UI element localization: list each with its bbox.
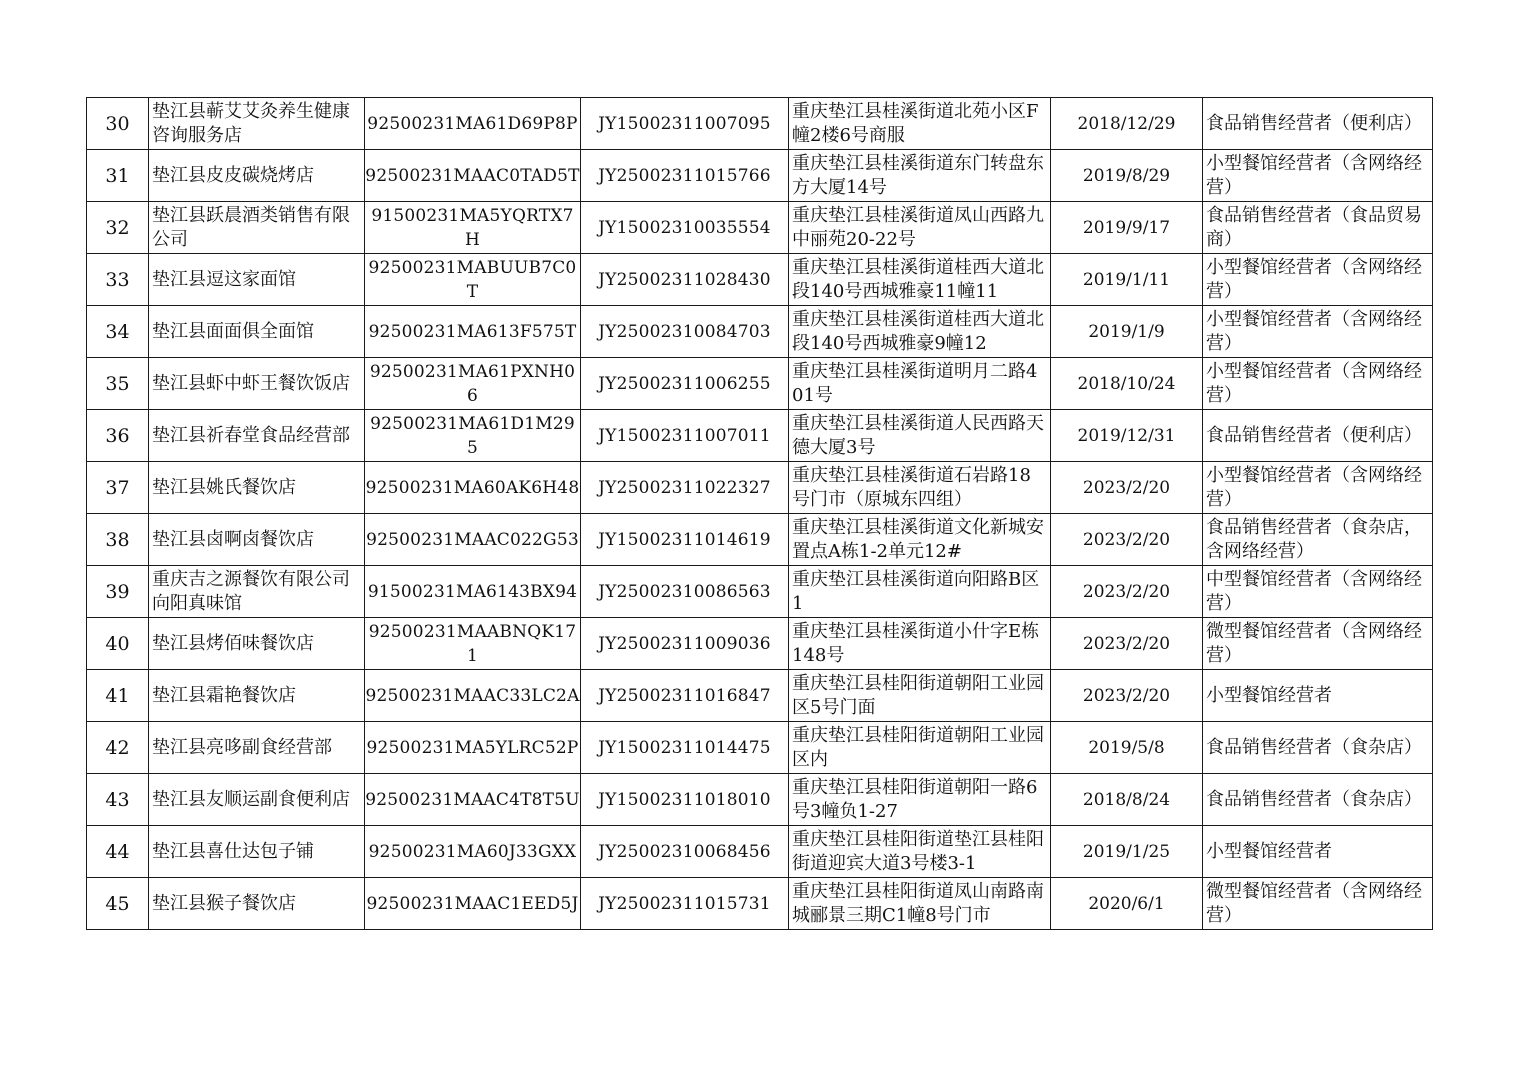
row-number-cell bbox=[87, 670, 149, 722]
issue-date-cell bbox=[1051, 618, 1203, 670]
business-type: 小型餐馆经营者（含网络经营） bbox=[1206, 464, 1422, 510]
business-name-cell bbox=[149, 306, 365, 358]
issue-date-cell bbox=[1051, 254, 1203, 306]
table-row bbox=[87, 618, 1433, 670]
business-name: 垫江县卤啊卤餐饮店 bbox=[152, 528, 314, 550]
license-number: JY25002310086563 bbox=[598, 581, 771, 602]
business-name-cell bbox=[149, 358, 365, 410]
table-row bbox=[87, 826, 1433, 878]
business-name: 垫江县霜艳餐饮店 bbox=[152, 684, 296, 706]
row-number: 31 bbox=[105, 164, 130, 187]
table-row bbox=[87, 358, 1433, 410]
issue-date: 2019/9/17 bbox=[1082, 217, 1171, 238]
license-number-cell bbox=[581, 306, 789, 358]
business-address: 重庆垫江县桂溪街道桂西大道北段140号西城雅豪9幢12 bbox=[792, 308, 1044, 354]
business-name: 垫江县跃晨酒类销售有限公司 bbox=[152, 204, 350, 250]
business-type: 小型餐馆经营者 bbox=[1206, 684, 1332, 706]
business-type-cell bbox=[1203, 566, 1433, 618]
business-address: 重庆垫江县桂阳街道朝阳工业园区内 bbox=[792, 724, 1044, 770]
business-address-cell bbox=[789, 670, 1051, 722]
business-type-cell bbox=[1203, 670, 1433, 722]
credit-code: 92500231MAAC022G53 bbox=[366, 529, 579, 550]
row-number-cell bbox=[87, 358, 149, 410]
credit-code: 92500231MAAC1EED5J bbox=[366, 893, 579, 914]
issue-date: 2019/1/9 bbox=[1088, 321, 1165, 342]
business-type-cell bbox=[1203, 462, 1433, 514]
issue-date: 2019/5/8 bbox=[1088, 737, 1165, 758]
business-address-cell bbox=[789, 306, 1051, 358]
business-name: 垫江县虾中虾王餐饮饭店 bbox=[152, 372, 350, 394]
license-number-cell bbox=[581, 410, 789, 462]
business-type: 食品销售经营者（食杂店） bbox=[1206, 788, 1422, 810]
issue-date-cell bbox=[1051, 150, 1203, 202]
license-number-cell bbox=[581, 722, 789, 774]
row-number-cell bbox=[87, 462, 149, 514]
business-type: 中型餐馆经营者（含网络经营） bbox=[1206, 568, 1422, 614]
credit-code-cell bbox=[365, 98, 581, 150]
business-address-cell bbox=[789, 410, 1051, 462]
business-address-cell bbox=[789, 150, 1051, 202]
credit-code-cell bbox=[365, 202, 581, 254]
license-number-cell bbox=[581, 514, 789, 566]
issue-date-cell bbox=[1051, 566, 1203, 618]
license-number-cell bbox=[581, 358, 789, 410]
credit-code-cell bbox=[365, 826, 581, 878]
business-name-cell bbox=[149, 202, 365, 254]
business-name-cell bbox=[149, 462, 365, 514]
license-number-cell bbox=[581, 150, 789, 202]
business-type: 微型餐馆经营者（含网络经营） bbox=[1206, 880, 1422, 926]
issue-date: 2018/8/24 bbox=[1082, 789, 1171, 810]
business-address-cell bbox=[789, 826, 1051, 878]
license-number: JY25002311016847 bbox=[598, 685, 771, 706]
business-address: 重庆垫江县桂阳街道凤山南路南城郦景三期C1幢8号门市 bbox=[792, 880, 1044, 926]
issue-date-cell bbox=[1051, 462, 1203, 514]
business-address-cell bbox=[789, 774, 1051, 826]
license-number: JY15002311007095 bbox=[598, 113, 771, 134]
issue-date: 2018/10/24 bbox=[1077, 373, 1176, 394]
issue-date: 2023/2/20 bbox=[1082, 685, 1171, 706]
row-number-cell bbox=[87, 306, 149, 358]
business-address: 重庆垫江县桂溪街道小什字E栋148号 bbox=[792, 620, 1040, 666]
business-type-cell bbox=[1203, 878, 1433, 930]
row-number-cell bbox=[87, 722, 149, 774]
credit-code: 91500231MA5YQRTX7H bbox=[371, 205, 574, 250]
credit-code-cell bbox=[365, 306, 581, 358]
table-body bbox=[87, 98, 1433, 930]
credit-code: 92500231MA613F575T bbox=[368, 321, 577, 342]
business-address-cell bbox=[789, 98, 1051, 150]
business-address: 重庆垫江县桂阳街道垫江县桂阳街道迎宾大道3号楼3-1 bbox=[792, 828, 1044, 874]
business-address-cell bbox=[789, 878, 1051, 930]
table-row bbox=[87, 462, 1433, 514]
row-number: 44 bbox=[105, 840, 130, 863]
credit-code-cell bbox=[365, 514, 581, 566]
business-address: 重庆垫江县桂溪街道北苑小区F幢2楼6号商服 bbox=[792, 100, 1039, 146]
issue-date-cell bbox=[1051, 670, 1203, 722]
license-number: JY25002310084703 bbox=[598, 321, 771, 342]
credit-code: 92500231MA61D69P8P bbox=[367, 113, 578, 134]
credit-code-cell bbox=[365, 670, 581, 722]
row-number-cell bbox=[87, 514, 149, 566]
row-number-cell bbox=[87, 410, 149, 462]
credit-code-cell bbox=[365, 358, 581, 410]
business-name: 垫江县烤佰味餐饮店 bbox=[152, 632, 314, 654]
issue-date-cell bbox=[1051, 306, 1203, 358]
table-row bbox=[87, 774, 1433, 826]
row-number-cell bbox=[87, 878, 149, 930]
table-row bbox=[87, 514, 1433, 566]
issue-date-cell bbox=[1051, 826, 1203, 878]
credit-code-cell bbox=[365, 774, 581, 826]
license-number: JY15002310035554 bbox=[598, 217, 771, 238]
row-number: 45 bbox=[105, 892, 130, 915]
business-address-cell bbox=[789, 722, 1051, 774]
business-type-cell bbox=[1203, 98, 1433, 150]
row-number: 38 bbox=[105, 528, 130, 551]
license-number-cell bbox=[581, 670, 789, 722]
business-address: 重庆垫江县桂溪街道明月二路401号 bbox=[792, 360, 1038, 406]
row-number: 39 bbox=[105, 580, 130, 603]
table-row bbox=[87, 410, 1433, 462]
license-number: JY25002311015766 bbox=[598, 165, 771, 186]
license-number: JY25002311028430 bbox=[598, 269, 771, 290]
license-number-cell bbox=[581, 254, 789, 306]
license-number: JY25002310068456 bbox=[598, 841, 771, 862]
business-name: 垫江县祈春堂食品经营部 bbox=[152, 424, 350, 446]
row-number: 40 bbox=[105, 632, 130, 655]
issue-date-cell bbox=[1051, 410, 1203, 462]
business-type-cell bbox=[1203, 202, 1433, 254]
issue-date: 2023/2/20 bbox=[1082, 581, 1171, 602]
row-number: 41 bbox=[105, 684, 130, 707]
table-row bbox=[87, 566, 1433, 618]
credit-code: 92500231MAAC4T8T5U bbox=[365, 789, 580, 810]
business-type: 食品销售经营者（便利店） bbox=[1206, 424, 1422, 446]
business-type: 食品销售经营者（便利店） bbox=[1206, 112, 1422, 134]
license-number: JY15002311014475 bbox=[598, 737, 771, 758]
business-type-cell bbox=[1203, 306, 1433, 358]
row-number-cell bbox=[87, 826, 149, 878]
table-row bbox=[87, 98, 1433, 150]
credit-code-cell bbox=[365, 462, 581, 514]
credit-code: 92500231MABUUB7C0T bbox=[368, 257, 577, 302]
row-number: 37 bbox=[105, 476, 130, 499]
business-name: 垫江县面面俱全面馆 bbox=[152, 320, 314, 342]
credit-code: 92500231MA60AK6H48 bbox=[365, 477, 580, 498]
table-row bbox=[87, 670, 1433, 722]
row-number: 43 bbox=[105, 788, 130, 811]
license-number-cell bbox=[581, 98, 789, 150]
license-number: JY15002311014619 bbox=[598, 529, 771, 550]
credit-code-cell bbox=[365, 878, 581, 930]
license-table bbox=[86, 97, 1433, 930]
row-number-cell bbox=[87, 254, 149, 306]
business-type: 小型餐馆经营者（含网络经营） bbox=[1206, 152, 1422, 198]
license-number: JY25002311015731 bbox=[598, 893, 771, 914]
business-address: 重庆垫江县桂溪街道石岩路18号门市（原城东四组） bbox=[792, 464, 1031, 510]
table-row bbox=[87, 722, 1433, 774]
business-address: 重庆垫江县桂溪街道桂西大道北段140号西城雅豪11幢11 bbox=[792, 256, 1044, 302]
credit-code: 91500231MA6143BX94 bbox=[367, 581, 578, 602]
business-address: 重庆垫江县桂阳街道朝阳工业园区5号门面 bbox=[792, 672, 1044, 718]
business-type: 小型餐馆经营者（含网络经营） bbox=[1206, 256, 1422, 302]
business-address: 重庆垫江县桂溪街道凤山西路九中丽苑20-22号 bbox=[792, 204, 1044, 250]
issue-date-cell bbox=[1051, 878, 1203, 930]
issue-date: 2019/1/25 bbox=[1082, 841, 1171, 862]
credit-code: 92500231MA61D1M295 bbox=[370, 413, 575, 458]
business-address-cell bbox=[789, 462, 1051, 514]
business-type: 小型餐馆经营者（含网络经营） bbox=[1206, 360, 1422, 406]
business-name: 垫江县友顺运副食便利店 bbox=[152, 788, 350, 810]
business-type-cell bbox=[1203, 618, 1433, 670]
business-address: 重庆垫江县桂溪街道文化新城安置点A栋1-2单元12# bbox=[792, 516, 1044, 562]
business-name-cell bbox=[149, 722, 365, 774]
table-row bbox=[87, 150, 1433, 202]
issue-date-cell bbox=[1051, 774, 1203, 826]
license-number: JY25002311009036 bbox=[598, 633, 771, 654]
issue-date: 2019/1/11 bbox=[1082, 269, 1171, 290]
issue-date-cell bbox=[1051, 514, 1203, 566]
business-type: 小型餐馆经营者 bbox=[1206, 840, 1332, 862]
credit-code: 92500231MA5YLRC52P bbox=[366, 737, 579, 758]
business-name-cell bbox=[149, 410, 365, 462]
business-name: 垫江县喜仕达包子铺 bbox=[152, 840, 314, 862]
row-number-cell bbox=[87, 774, 149, 826]
business-name-cell bbox=[149, 618, 365, 670]
table-row bbox=[87, 254, 1433, 306]
row-number: 30 bbox=[105, 112, 130, 135]
row-number: 36 bbox=[105, 424, 130, 447]
license-number-cell bbox=[581, 618, 789, 670]
row-number: 42 bbox=[105, 736, 130, 759]
license-number-cell bbox=[581, 202, 789, 254]
business-name-cell bbox=[149, 514, 365, 566]
business-address-cell bbox=[789, 566, 1051, 618]
row-number-cell bbox=[87, 98, 149, 150]
license-number: JY15002311018010 bbox=[598, 789, 771, 810]
license-number-cell bbox=[581, 826, 789, 878]
business-name: 垫江县姚氏餐饮店 bbox=[152, 476, 296, 498]
row-number-cell bbox=[87, 618, 149, 670]
business-address-cell bbox=[789, 358, 1051, 410]
credit-code: 92500231MA61PXNH06 bbox=[369, 361, 576, 406]
business-name: 垫江县皮皮碳烧烤店 bbox=[152, 164, 314, 186]
issue-date: 2023/2/20 bbox=[1082, 529, 1171, 550]
row-number: 33 bbox=[105, 268, 130, 291]
business-name: 垫江县猴子餐饮店 bbox=[152, 892, 296, 914]
issue-date-cell bbox=[1051, 202, 1203, 254]
business-type-cell bbox=[1203, 722, 1433, 774]
business-name-cell bbox=[149, 774, 365, 826]
business-type: 食品销售经营者（食杂店） bbox=[1206, 736, 1422, 758]
business-name-cell bbox=[149, 566, 365, 618]
license-number: JY25002311006255 bbox=[598, 373, 771, 394]
issue-date: 2023/2/20 bbox=[1082, 477, 1171, 498]
business-address-cell bbox=[789, 202, 1051, 254]
business-type-cell bbox=[1203, 410, 1433, 462]
credit-code: 92500231MAAC33LC2A bbox=[365, 685, 580, 706]
issue-date: 2019/8/29 bbox=[1082, 165, 1171, 186]
business-name-cell bbox=[149, 254, 365, 306]
business-type-cell bbox=[1203, 774, 1433, 826]
business-type: 小型餐馆经营者（含网络经营） bbox=[1206, 308, 1422, 354]
credit-code-cell bbox=[365, 254, 581, 306]
business-address: 重庆垫江县桂溪街道东门转盘东方大厦14号 bbox=[792, 152, 1044, 198]
license-number-cell bbox=[581, 774, 789, 826]
business-name-cell bbox=[149, 826, 365, 878]
credit-code-cell bbox=[365, 618, 581, 670]
business-type-cell bbox=[1203, 514, 1433, 566]
credit-code: 92500231MAABNQK171 bbox=[368, 621, 577, 666]
issue-date: 2018/12/29 bbox=[1077, 113, 1176, 134]
business-address-cell bbox=[789, 254, 1051, 306]
row-number-cell bbox=[87, 202, 149, 254]
business-type-cell bbox=[1203, 254, 1433, 306]
issue-date: 2019/12/31 bbox=[1077, 425, 1176, 446]
business-type-cell bbox=[1203, 358, 1433, 410]
issue-date: 2020/6/1 bbox=[1088, 893, 1165, 914]
license-number: JY15002311007011 bbox=[598, 425, 771, 446]
business-name: 垫江县亮哆副食经营部 bbox=[152, 736, 332, 758]
issue-date: 2023/2/20 bbox=[1082, 633, 1171, 654]
table-row bbox=[87, 202, 1433, 254]
business-type-cell bbox=[1203, 150, 1433, 202]
row-number-cell bbox=[87, 150, 149, 202]
credit-code-cell bbox=[365, 150, 581, 202]
table-row bbox=[87, 306, 1433, 358]
business-name: 垫江县逗这家面馆 bbox=[152, 268, 296, 290]
table-row bbox=[87, 878, 1433, 930]
business-name: 垫江县蕲艾艾灸养生健康咨询服务店 bbox=[152, 100, 350, 146]
issue-date-cell bbox=[1051, 722, 1203, 774]
license-number: JY25002311022327 bbox=[598, 477, 771, 498]
business-address: 重庆垫江县桂阳街道朝阳一路6号3幢负1-27 bbox=[792, 776, 1038, 822]
business-address-cell bbox=[789, 618, 1051, 670]
business-name-cell bbox=[149, 98, 365, 150]
business-address: 重庆垫江县桂溪街道向阳路B区1 bbox=[792, 568, 1040, 614]
business-type-cell bbox=[1203, 826, 1433, 878]
business-name-cell bbox=[149, 150, 365, 202]
license-number-cell bbox=[581, 566, 789, 618]
business-type: 食品销售经营者（食品贸易商） bbox=[1206, 204, 1422, 250]
row-number-cell bbox=[87, 566, 149, 618]
issue-date-cell bbox=[1051, 98, 1203, 150]
business-type: 食品销售经营者（食杂店，含网络经营） bbox=[1206, 516, 1422, 562]
row-number: 32 bbox=[105, 216, 130, 239]
row-number: 34 bbox=[105, 320, 130, 343]
credit-code: 92500231MAAC0TAD5T bbox=[365, 165, 580, 186]
credit-code-cell bbox=[365, 722, 581, 774]
license-number-cell bbox=[581, 878, 789, 930]
credit-code-cell bbox=[365, 566, 581, 618]
credit-code-cell bbox=[365, 410, 581, 462]
business-name-cell bbox=[149, 670, 365, 722]
business-name: 重庆吉之源餐饮有限公司向阳真味馆 bbox=[152, 568, 350, 614]
business-address: 重庆垫江县桂溪街道人民西路天德大厦3号 bbox=[792, 412, 1044, 458]
business-address-cell bbox=[789, 514, 1051, 566]
license-number-cell bbox=[581, 462, 789, 514]
issue-date-cell bbox=[1051, 358, 1203, 410]
credit-code: 92500231MA60J33GXX bbox=[368, 841, 577, 862]
business-type: 微型餐馆经营者（含网络经营） bbox=[1206, 620, 1422, 666]
business-name-cell bbox=[149, 878, 365, 930]
row-number: 35 bbox=[105, 372, 130, 395]
